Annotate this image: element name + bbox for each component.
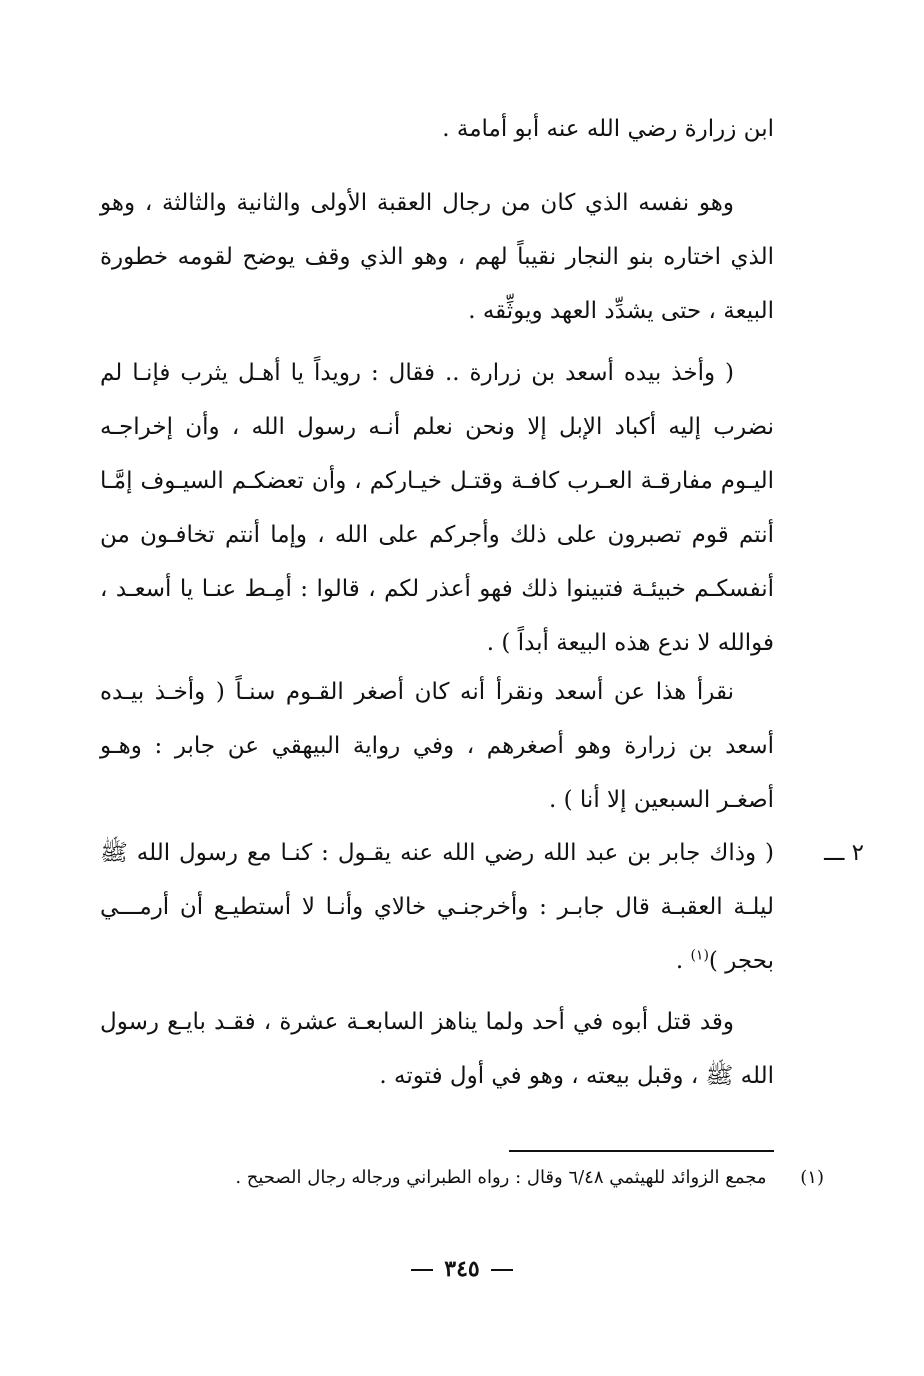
footnote-text: مجمع الزوائد للهيثمي ٦/٤٨ وقال : رواه الطبراني ورجاله رجال الصحيح . xyxy=(235,1167,767,1188)
paragraph-5 xyxy=(100,826,774,988)
paragraph-6 xyxy=(100,995,774,1103)
paragraph-5-end: . xyxy=(675,948,691,974)
paragraph-1 xyxy=(100,102,774,156)
paragraph-3 xyxy=(100,346,774,670)
footnote-divider xyxy=(509,1150,774,1152)
item-number: ٢ ـــ xyxy=(824,840,864,866)
paragraph-2-text: وهو نفسه الذي كان من رجال العقبة الأولى والثانية والثالثة ، وهو الذي اختاره بنو النجار نقيباً لهم ، وهو الذي وقف يوضح لقومه خطورة البيعة ، حتى يشدِّد العهد ويوثِّقه . xyxy=(100,190,774,324)
paragraph-6-text: وقد قتل أبوه في أحد ولما يناهز السابعـة عشرة ، فقـد بايـع رسول الله ﷺ ، وقبل بيعته ، وهو في أول فتوته . xyxy=(100,1009,774,1089)
paragraph-4 xyxy=(100,665,774,827)
paragraph-1-text: ابن زرارة رضي الله عنه أبو أمامة . xyxy=(442,116,774,142)
paragraph-5-text: ( وذاك جابر بن عبد الله رضي الله عنه يقـول : كنـا مع رسول الله ﷺ ليلـة العقبـة قال جابـر : وأخرجنـي خالاي وأنـا لا أستطيـع أن أرمـــي بحجر ) xyxy=(100,840,774,974)
paragraph-3-text: ( وأخذ بيده أسعد بن زرارة .. فقال : رويداً يا أهـل يثرب فإنـا لم نضرب إليه أكباد الإبل إلا ونحن نعلم أنـه رسول الله ، وأن إخراجـه اليـوم مفارقـة العـرب كافـة وقتـل خيـاركم ، وأن تعضكـم السيـوف إمَّـا أنتم قوم تصبرون على ذلك وأجركم على الله ، وإما أنتم تخافـون من أنفسكـم خبيئـة فتبينوا ذلك فهو أعذر لكم ، قالوا : أمِـط عنـا يا أسعـد ، فوالله لا ندع هذه البيعة أبداً ) . xyxy=(100,360,774,656)
page-number-value: ٣٤٥ xyxy=(444,1256,480,1282)
page-number-dash-left xyxy=(411,1269,433,1271)
footnote-marker[interactable]: (١) xyxy=(690,947,709,964)
paragraph-5-body xyxy=(100,826,774,988)
page-number xyxy=(0,1254,924,1284)
footnote-number: (١) xyxy=(800,1167,824,1188)
paragraph-4-text: نقرأ هذا عن أسعد ونقرأ أنه كان أصغر القـوم سنـاً ( وأخـذ بيـده أسعد بن زرارة وهو أصغرهم ، وفي رواية البيهقي عن جابر : وهـو أصغـر السبعين إلا أنا ) . xyxy=(100,679,774,813)
item-number-row xyxy=(774,826,864,880)
footnote xyxy=(100,1163,824,1193)
paragraph-2 xyxy=(100,176,774,338)
page-number-dash-right xyxy=(491,1269,513,1271)
